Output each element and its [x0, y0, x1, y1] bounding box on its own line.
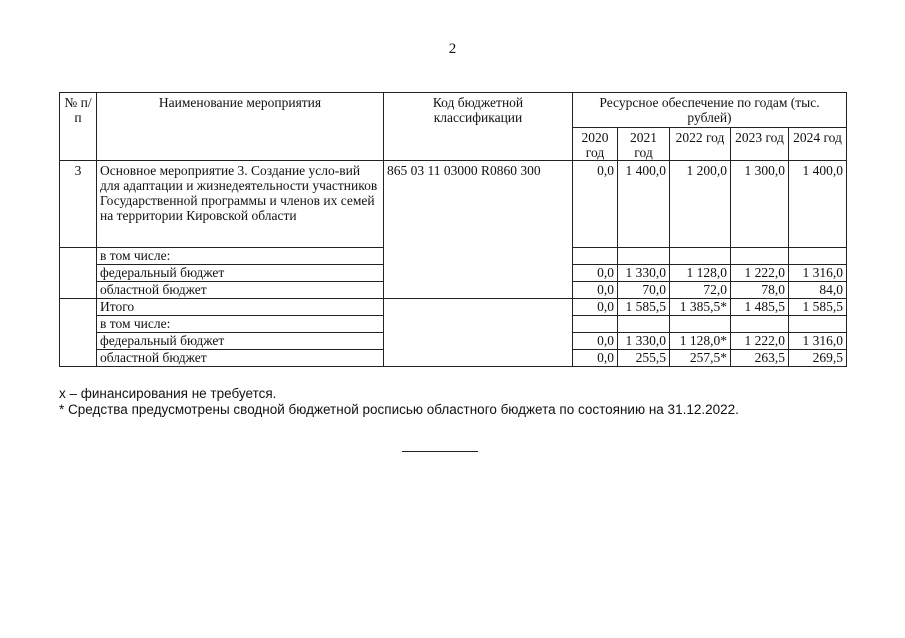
row-name: Основное мероприятие 3. Создание усло-вий для адаптации и жизнедеятельности участников Государственной программы и членов их семей на территории Кировской области	[97, 161, 384, 248]
footnotes	[59, 386, 739, 418]
value-cell: 1 316,0	[789, 265, 847, 282]
footnote-x: х – финансирования не требуется.	[59, 386, 277, 401]
value-cell: 0,0	[573, 282, 618, 299]
value-cell: 1 128,0	[670, 265, 731, 282]
row-code: 865 03 11 03000 R0860 300	[384, 161, 573, 299]
row-name: федеральный бюджет	[97, 265, 384, 282]
value-cell: 1 585,5	[789, 299, 847, 316]
value-cell: 1 222,0	[731, 333, 789, 350]
row-number	[60, 248, 97, 299]
header-num: № п/п	[60, 93, 97, 161]
value-cell: 255,5	[618, 350, 670, 367]
table-row	[60, 161, 847, 248]
value-cell	[573, 248, 618, 265]
value-cell: 1 300,0	[731, 161, 789, 248]
value-cell: 0,0	[573, 265, 618, 282]
value-cell: 1 316,0	[789, 333, 847, 350]
value-cell: 78,0	[731, 282, 789, 299]
value-cell: 1 128,0*	[670, 333, 731, 350]
row-name: Итого	[97, 299, 384, 316]
value-cell: 1 400,0	[789, 161, 847, 248]
row-name: в том числе:	[97, 316, 384, 333]
header-year: 2023 год	[731, 128, 789, 161]
value-cell: 0,0	[573, 299, 618, 316]
header-resources: Ресурсное обеспечение по годам (тыс. рублей)	[573, 93, 847, 128]
table-row-total	[60, 299, 847, 316]
row-name: федеральный бюджет	[97, 333, 384, 350]
value-cell	[670, 248, 731, 265]
row-number	[60, 299, 97, 367]
value-cell	[789, 316, 847, 333]
row-number: 3	[60, 161, 97, 248]
value-cell: 1 585,5	[618, 299, 670, 316]
value-cell: 257,5*	[670, 350, 731, 367]
value-cell: 263,5	[731, 350, 789, 367]
value-cell: 1 330,0	[618, 333, 670, 350]
header-name: Наименование мероприятия	[97, 93, 384, 161]
value-cell: 70,0	[618, 282, 670, 299]
value-cell	[573, 316, 618, 333]
budget-table	[59, 92, 847, 367]
row-name: областной бюджет	[97, 282, 384, 299]
value-cell: 1 330,0	[618, 265, 670, 282]
end-divider	[402, 451, 478, 452]
value-cell	[731, 316, 789, 333]
value-cell: 84,0	[789, 282, 847, 299]
value-cell	[618, 248, 670, 265]
value-cell: 0,0	[573, 350, 618, 367]
value-cell	[618, 316, 670, 333]
header-row-1	[60, 93, 847, 128]
header-year: 2021 год	[618, 128, 670, 161]
header-year: 2024 год	[789, 128, 847, 161]
header-year: 2022 год	[670, 128, 731, 161]
header-code: Код бюджетной классификации	[384, 93, 573, 161]
row-name: областной бюджет	[97, 350, 384, 367]
value-cell: 1 385,5*	[670, 299, 731, 316]
value-cell: 1 485,5	[731, 299, 789, 316]
value-cell	[670, 316, 731, 333]
value-cell: 72,0	[670, 282, 731, 299]
value-cell: 1 400,0	[618, 161, 670, 248]
value-cell: 0,0	[573, 161, 618, 248]
value-cell: 1 200,0	[670, 161, 731, 248]
value-cell: 1 222,0	[731, 265, 789, 282]
footnote-asterisk: * Средства предусмотрены сводной бюджетной росписью областного бюджета по состоянию на 31.12.2022.	[59, 402, 739, 417]
row-code	[384, 299, 573, 367]
value-cell: 0,0	[573, 333, 618, 350]
page-number: 2	[448, 41, 457, 57]
header-year: 2020 год	[573, 128, 618, 161]
value-cell	[789, 248, 847, 265]
row-name: в том числе:	[97, 248, 384, 265]
value-cell	[731, 248, 789, 265]
value-cell: 269,5	[789, 350, 847, 367]
